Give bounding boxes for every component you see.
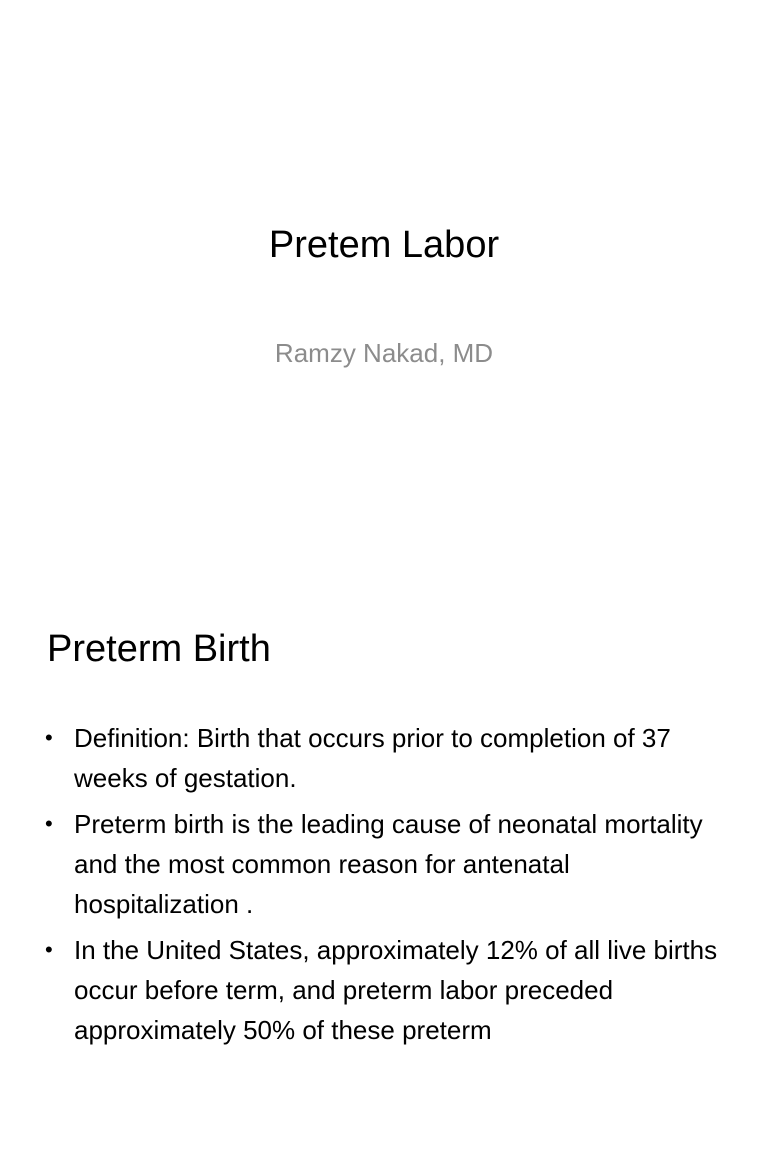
bullet-text: Definition: Birth that occurs prior to completion of 37 weeks of gestation.: [74, 723, 671, 793]
presentation-title: Pretem Labor: [268, 224, 500, 266]
bullet-item-leading-cause: [45, 804, 735, 924]
bullet-item-united-states: [45, 930, 735, 1050]
bullet-text: In the United States, approximately 12% of all live births occur before term, and preterm labor preceded approximately 50% of these preterm: [74, 935, 718, 1045]
slide-title: Preterm Birth: [47, 628, 271, 670]
bullet-icon: •: [45, 725, 53, 750]
bullet-icon: •: [45, 811, 53, 836]
bullet-icon: •: [45, 937, 53, 962]
bullet-list: [45, 718, 735, 1056]
presentation-author: Ramzy Nakad, MD: [274, 338, 494, 368]
content-slide: [0, 576, 768, 1152]
bullet-text: Preterm birth is the leading cause of neonatal mortality and the most common reason for antenatal hospitalization .: [74, 809, 703, 919]
bullet-item-definition: [45, 718, 735, 798]
